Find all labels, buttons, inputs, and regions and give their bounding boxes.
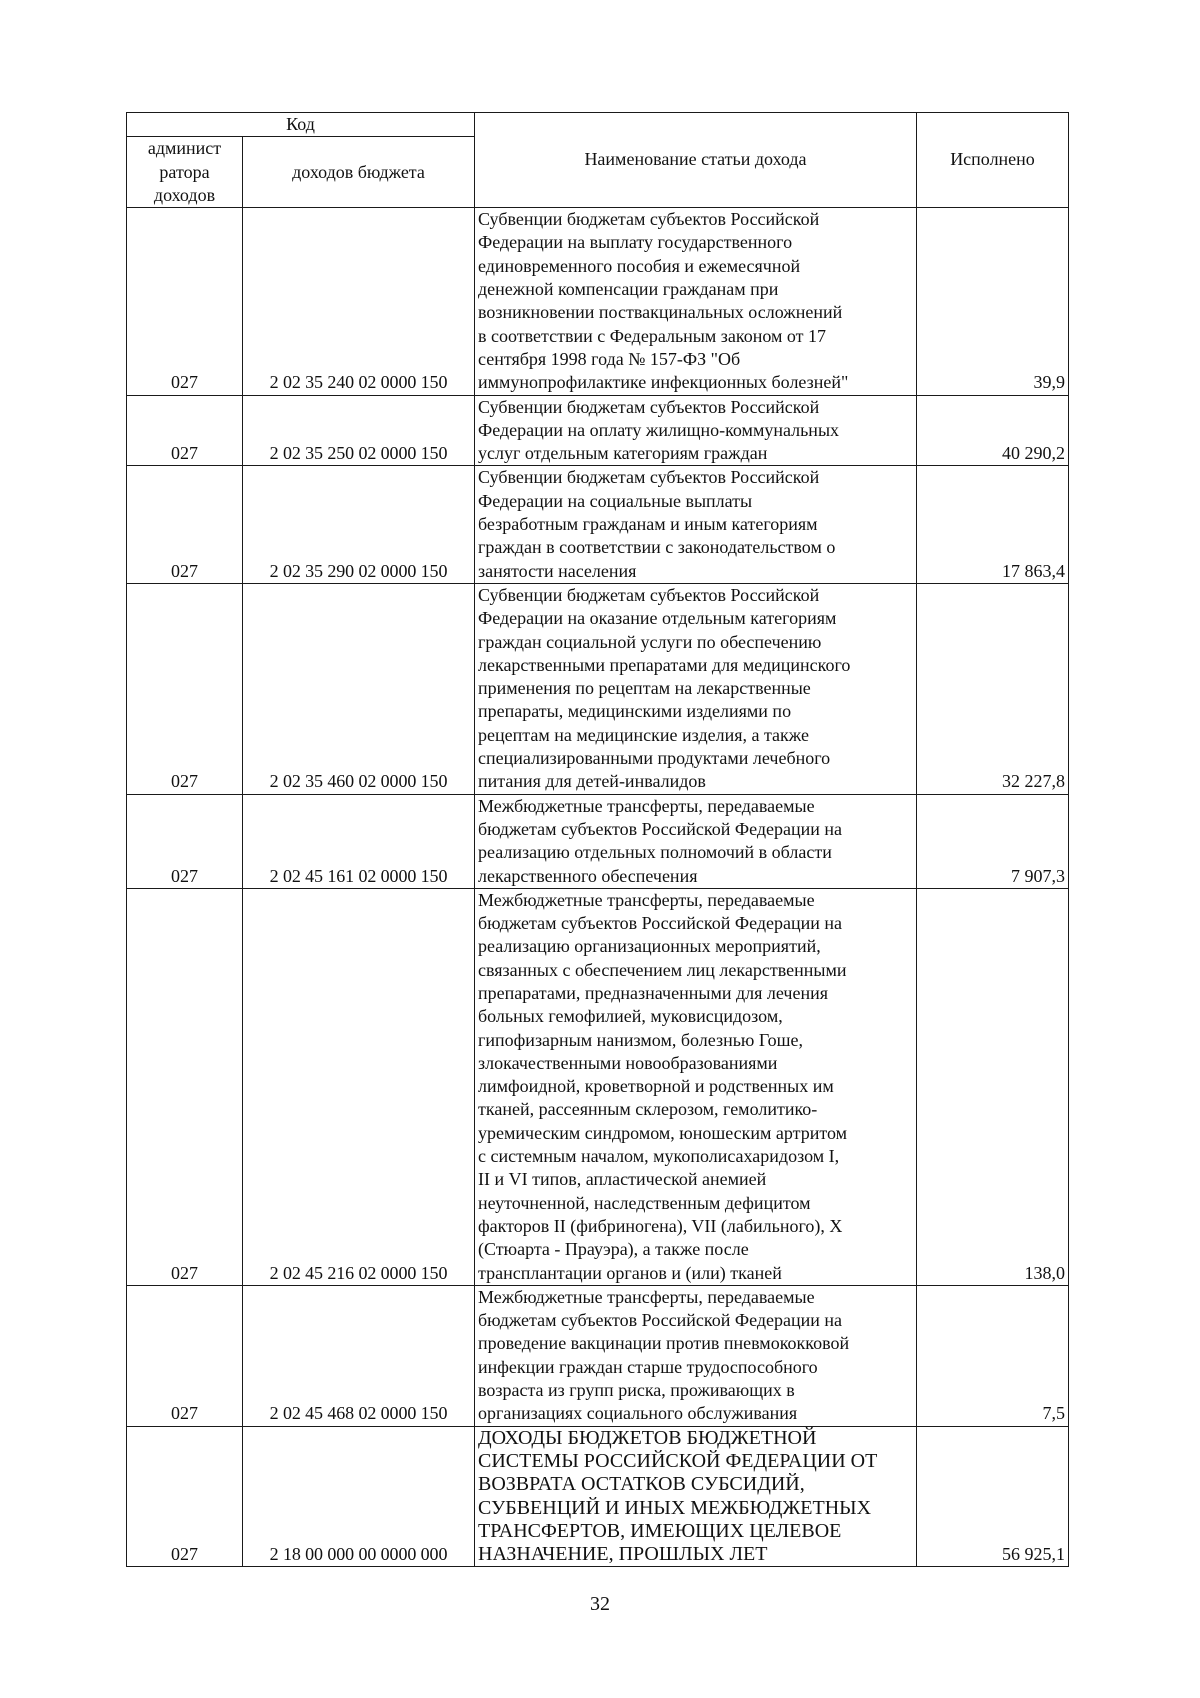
table-row xyxy=(127,1285,1069,1426)
revenue-name-line: лимфоидной, кроветворной и родственных им xyxy=(478,1076,834,1097)
revenue-name-line: тканей, рассеянным склерозом, гемолитико- xyxy=(478,1099,818,1120)
revenue-name-line: препараты, медицинскими изделиями по xyxy=(478,701,792,722)
revenue-name-line: Федерации на оказание отдельным категориям xyxy=(478,608,837,629)
revenue-name-line: применения по рецептам на лекарственные xyxy=(478,678,811,699)
revenue-name-line: Межбюджетные трансферты, передаваемые xyxy=(478,889,815,910)
admin-code-cell: 027 xyxy=(127,466,243,583)
revenue-name-line: бюджетам субъектов Российской Федерации на xyxy=(478,1310,842,1331)
admin-code-cell: 027 xyxy=(127,1285,243,1426)
revenue-name-line: услуг отдельным категориям граждан xyxy=(478,443,768,464)
revenue-name-line: денежной компенсации гражданам при xyxy=(478,279,779,300)
revenue-name-line: гипофизарным нанизмом, болезнью Гоше, xyxy=(478,1029,804,1050)
table-row xyxy=(127,888,1069,1285)
revenue-name-line: безработным гражданам и иным категориям xyxy=(478,514,818,535)
budget-code-cell: 2 02 45 216 02 0000 150 xyxy=(243,888,475,1285)
admin-code-cell: 027 xyxy=(127,583,243,794)
revenue-name-line: возраста из групп риска, проживающих в xyxy=(478,1380,795,1401)
executed-amount-cell: 56 925,1 xyxy=(917,1426,1069,1567)
executed-amount-cell: 7,5 xyxy=(917,1285,1069,1426)
revenue-name-line: СИСТЕМЫ РОССИЙСКОЙ ФЕДЕРАЦИИ ОТ xyxy=(478,1449,878,1472)
revenue-name-line: сентября 1998 года № 157-ФЗ "Об xyxy=(478,348,741,369)
budget-code-cell: 2 02 45 468 02 0000 150 xyxy=(243,1285,475,1426)
executed-amount-cell: 40 290,2 xyxy=(917,395,1069,466)
revenue-name-cell xyxy=(475,1426,917,1567)
header-done: Исполнено xyxy=(917,113,1069,208)
revenue-name-line: Федерации на социальные выплаты xyxy=(478,490,753,511)
table-row xyxy=(127,1426,1069,1567)
revenue-name-line: граждан в соответствии с законодательством о xyxy=(478,537,836,558)
admin-code-cell: 027 xyxy=(127,888,243,1285)
budget-code-cell: 2 02 35 290 02 0000 150 xyxy=(243,466,475,583)
revenue-name-line: II и VI типов, апластической анемией xyxy=(478,1169,767,1190)
revenue-name-line: с системным началом, мукополисахаридозом I, xyxy=(478,1146,840,1167)
revenue-name-line: связанных с обеспечением лиц лекарственными xyxy=(478,959,847,980)
revenue-name-line: ВОЗВРАТА ОСТАТКОВ СУБСИДИЙ, xyxy=(478,1473,805,1496)
revenue-name-line: НАЗНАЧЕНИЕ, ПРОШЛЫХ ЛЕТ xyxy=(478,1543,768,1566)
document-page xyxy=(126,112,1068,1567)
header-admin: админист ратора доходов xyxy=(127,137,243,208)
revenue-name-line: бюджетам субъектов Российской Федерации на xyxy=(478,913,842,934)
revenue-name-line: возникновении поствакцинальных осложнений xyxy=(478,302,843,323)
revenue-name-line: проведение вакцинации против пневмококковой xyxy=(478,1333,850,1354)
revenue-name-line: злокачественными новообразованиями xyxy=(478,1052,778,1073)
page-number: 32 xyxy=(590,1593,610,1615)
revenue-name-line: реализацию отдельных полномочий в области xyxy=(478,842,832,863)
revenue-name-line: организациях социального обслуживания xyxy=(478,1403,798,1424)
revenue-name-line: питания для детей-инвалидов xyxy=(478,771,706,792)
revenue-table xyxy=(126,112,1069,1567)
table-row xyxy=(127,208,1069,395)
header-name: Наименование статьи дохода xyxy=(475,113,917,208)
revenue-name-line: ДОХОДЫ БЮДЖЕТОВ БЮДЖЕТНОЙ xyxy=(478,1426,817,1449)
admin-code-cell: 027 xyxy=(127,395,243,466)
revenue-name-cell xyxy=(475,208,917,395)
revenue-name-cell xyxy=(475,395,917,466)
revenue-name-line: факторов II (фибриногена), VII (лабильного), X xyxy=(478,1215,843,1236)
revenue-name-line: в соответствии с Федеральным законом от 17 xyxy=(478,325,827,346)
admin-code-cell: 027 xyxy=(127,208,243,395)
revenue-name-line: единовременного пособия и ежемесячной xyxy=(478,255,801,276)
table-body xyxy=(127,208,1069,1567)
executed-amount-cell: 32 227,8 xyxy=(917,583,1069,794)
revenue-name-line: реализацию организационных мероприятий, xyxy=(478,936,821,957)
revenue-name-line: рецептам на медицинские изделия, а также xyxy=(478,724,809,745)
header-kod: Код xyxy=(127,113,475,137)
budget-code-cell: 2 18 00 000 00 0000 000 xyxy=(243,1426,475,1567)
revenue-name-line: лекарственного обеспечения xyxy=(478,865,698,886)
revenue-name-line: граждан социальной услуги по обеспечению xyxy=(478,631,822,652)
revenue-name-line: Субвенции бюджетам субъектов Российской xyxy=(478,209,820,230)
budget-code-cell: 2 02 35 250 02 0000 150 xyxy=(243,395,475,466)
table-row xyxy=(127,395,1069,466)
revenue-name-line: занятости населения xyxy=(478,560,637,581)
revenue-name-line: (Стюарта - Прауэра), а также после xyxy=(478,1239,749,1260)
revenue-name-line: больных гемофилией, муковисцидозом, xyxy=(478,1006,783,1027)
revenue-name-line: трансплантации органов и (или) тканей xyxy=(478,1262,782,1283)
revenue-name-cell xyxy=(475,888,917,1285)
revenue-name-line: уремическим синдромом, юношеским артритом xyxy=(478,1122,848,1143)
revenue-name-line: Федерации на оплату жилищно-коммунальных xyxy=(478,419,840,440)
table-row xyxy=(127,794,1069,888)
revenue-name-line: специализированными продуктами лечебного xyxy=(478,748,831,769)
executed-amount-cell: 7 907,3 xyxy=(917,794,1069,888)
revenue-name-line: препаратами, предназначенными для лечения xyxy=(478,982,828,1003)
revenue-name-line: ТРАНСФЕРТОВ, ИМЕЮЩИХ ЦЕЛЕВОЕ xyxy=(478,1519,842,1542)
revenue-name-line: иммунопрофилактике инфекционных болезней" xyxy=(478,372,849,393)
revenue-name-line: Межбюджетные трансферты, передаваемые xyxy=(478,795,815,816)
admin-code-cell: 027 xyxy=(127,794,243,888)
revenue-name-line: Межбюджетные трансферты, передаваемые xyxy=(478,1286,815,1307)
table-row xyxy=(127,466,1069,583)
budget-code-cell: 2 02 35 460 02 0000 150 xyxy=(243,583,475,794)
revenue-name-cell xyxy=(475,466,917,583)
revenue-name-line: Субвенции бюджетам субъектов Российской xyxy=(478,396,820,417)
revenue-name-line: неуточненной, наследственным дефицитом xyxy=(478,1192,811,1213)
revenue-name-cell xyxy=(475,1285,917,1426)
revenue-name-cell xyxy=(475,583,917,794)
admin-code-cell: 027 xyxy=(127,1426,243,1567)
table-header xyxy=(127,113,1069,208)
executed-amount-cell: 39,9 xyxy=(917,208,1069,395)
header-code: доходов бюджета xyxy=(243,137,475,208)
revenue-name-line: Федерации на выплату государственного xyxy=(478,232,793,253)
revenue-name-line: Субвенции бюджетам субъектов Российской xyxy=(478,467,820,488)
revenue-name-line: бюджетам субъектов Российской Федерации на xyxy=(478,818,842,839)
revenue-name-cell xyxy=(475,794,917,888)
revenue-name-line: лекарственными препаратами для медицинского xyxy=(478,654,851,675)
table-row xyxy=(127,583,1069,794)
revenue-name-line: СУБВЕНЦИЙ И ИНЫХ МЕЖБЮДЖЕТНЫХ xyxy=(478,1496,872,1519)
budget-code-cell: 2 02 45 161 02 0000 150 xyxy=(243,794,475,888)
revenue-name-line: инфекции граждан старше трудоспособного xyxy=(478,1356,818,1377)
executed-amount-cell: 17 863,4 xyxy=(917,466,1069,583)
budget-code-cell: 2 02 35 240 02 0000 150 xyxy=(243,208,475,395)
executed-amount-cell: 138,0 xyxy=(917,888,1069,1285)
revenue-name-line: Субвенции бюджетам субъектов Российской xyxy=(478,584,820,605)
